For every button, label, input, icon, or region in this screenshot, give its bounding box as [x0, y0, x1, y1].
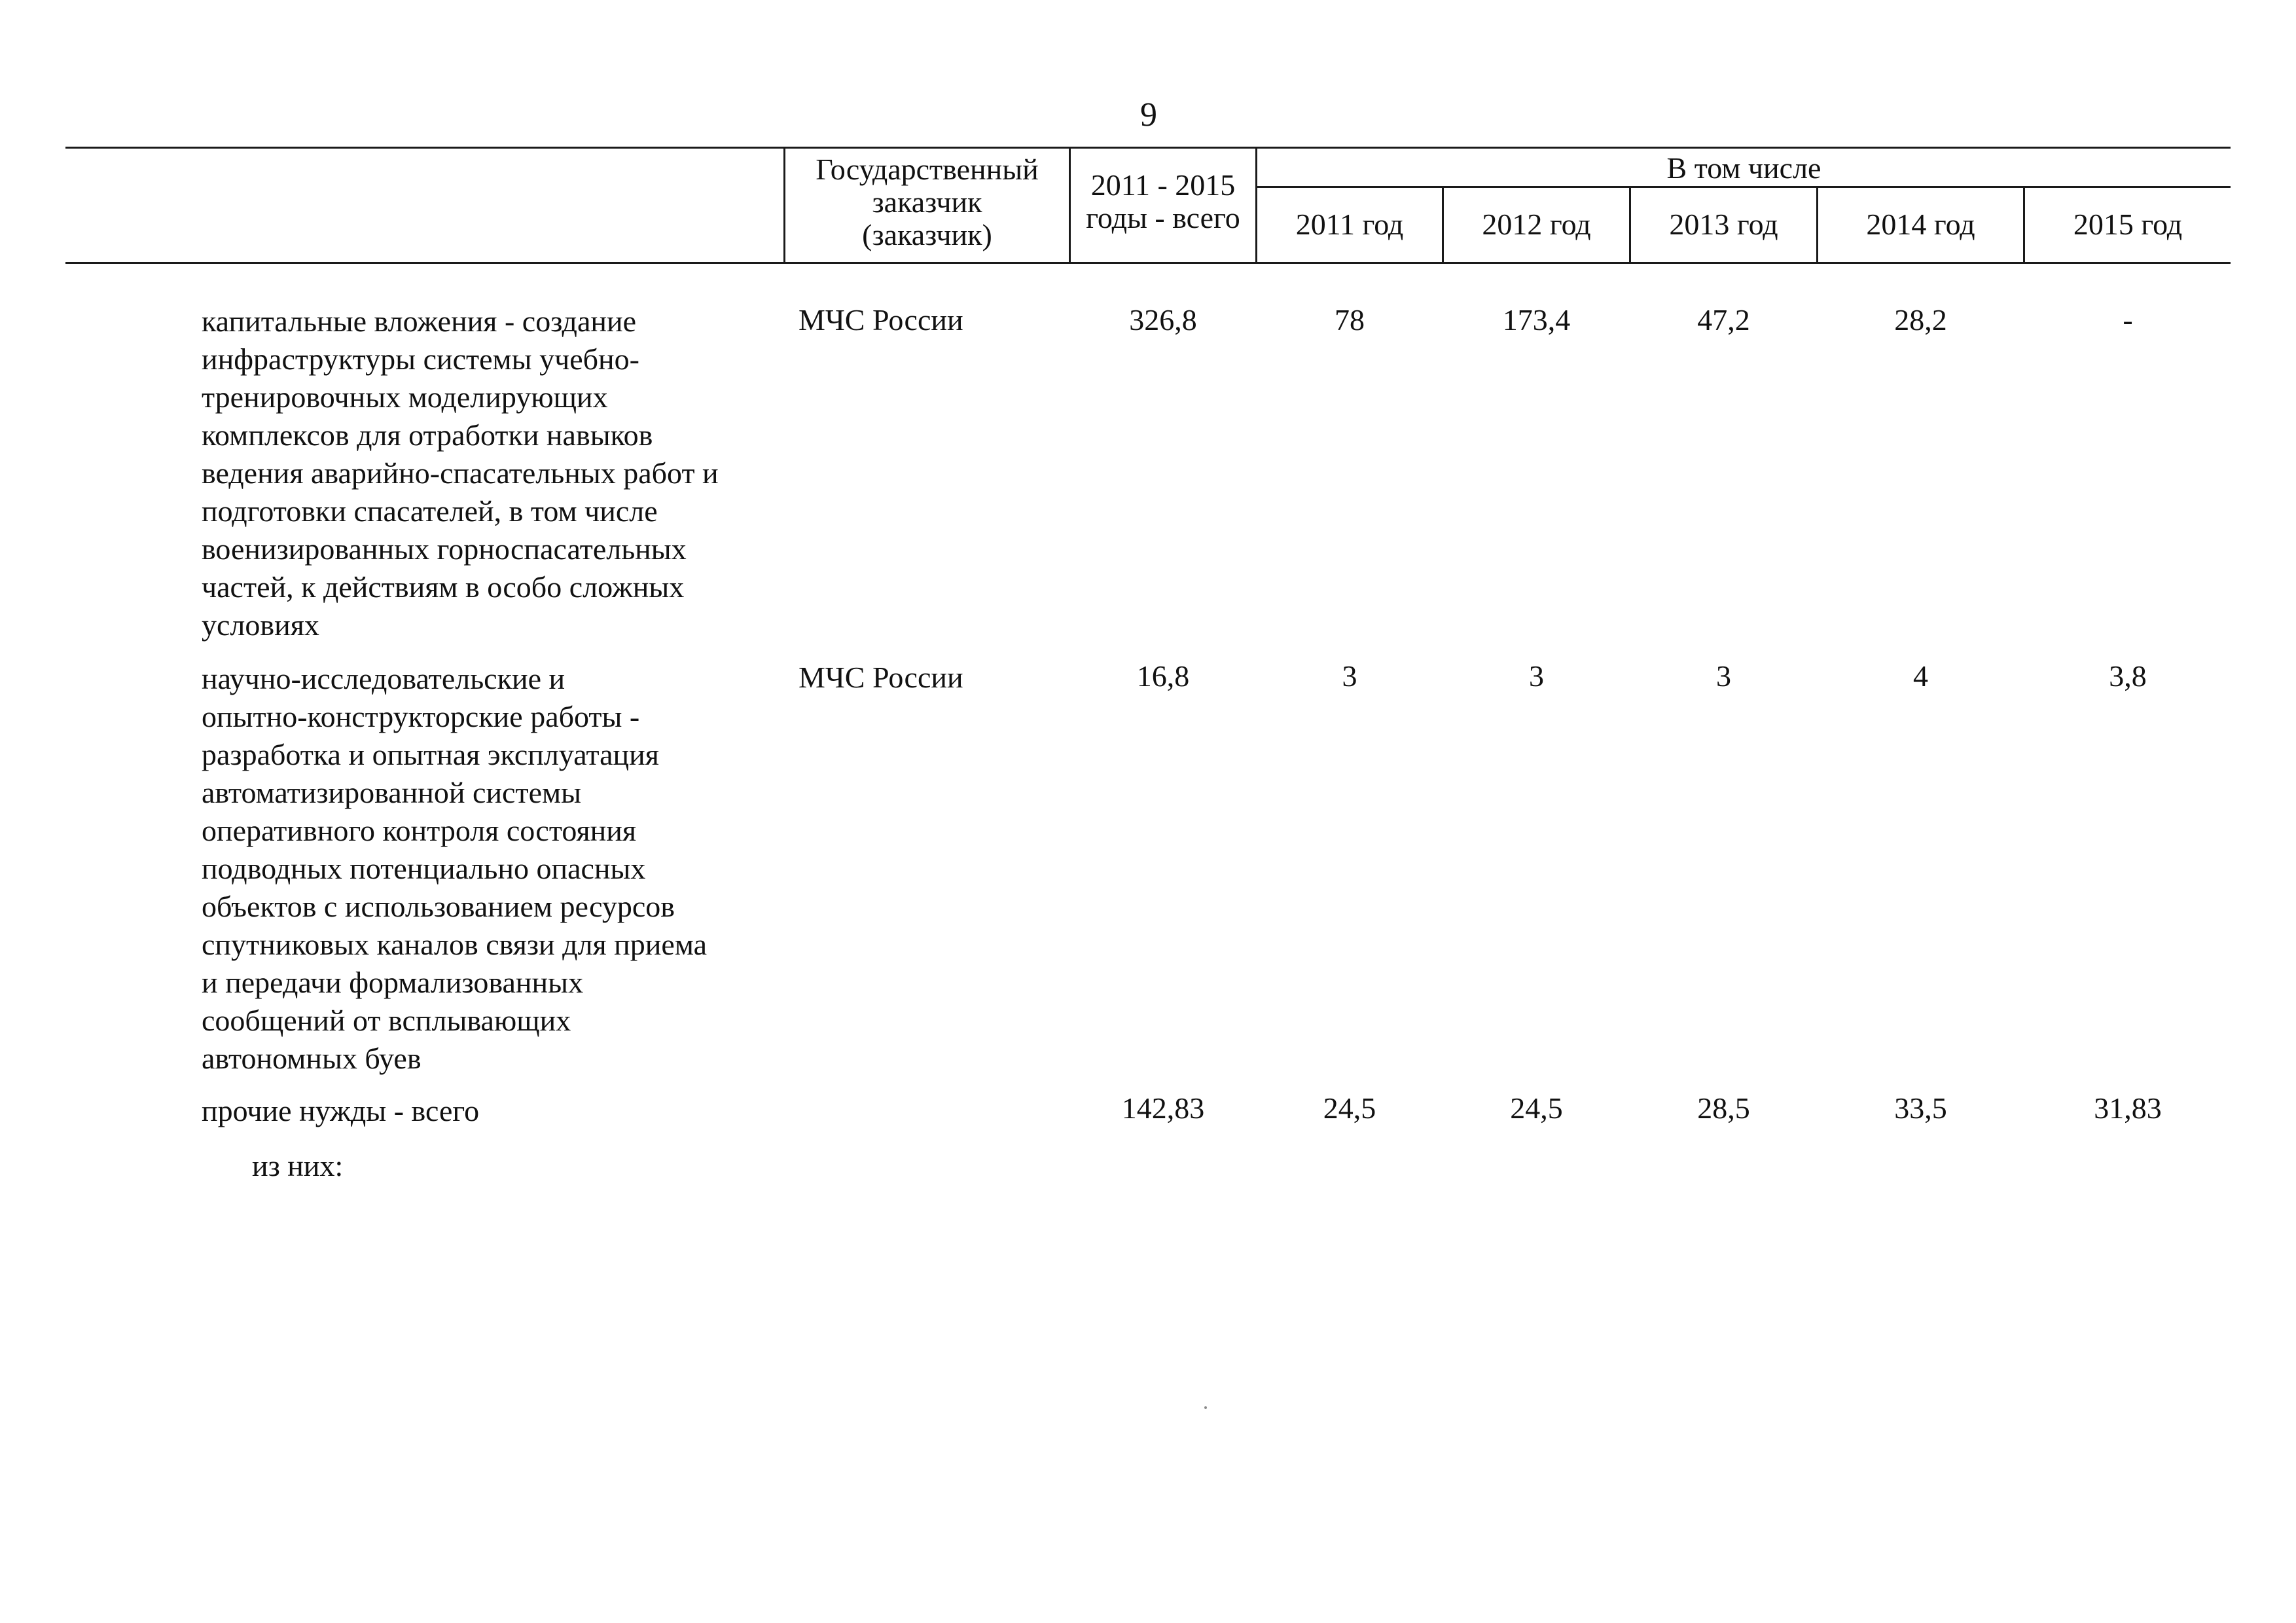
row-value: 78 [1335, 303, 1365, 337]
row-description-line: автоматизированной системы [202, 776, 582, 809]
row-customer: МЧС России [798, 303, 963, 337]
row-value: 31,83 [2094, 1091, 2162, 1125]
row-customer: МЧС России [798, 661, 963, 694]
row-description-line: подготовки спасателей, в том числе [202, 494, 658, 528]
row-total: 16,8 [1136, 659, 1190, 693]
header-year: 2012 год [1482, 208, 1591, 241]
row-description-line: прочие нужды - всего [202, 1094, 480, 1127]
row-total: 326,8 [1129, 303, 1197, 337]
row-description-line: военизированных горноспасательных [202, 532, 687, 566]
row-total: 142,83 [1121, 1091, 1205, 1125]
header-total-line: годы - всего [1086, 201, 1240, 234]
row-description-line: опытно-конструкторские работы - [202, 700, 640, 733]
row-value: 3 [1716, 659, 1731, 693]
table-header-bottom-rule [65, 262, 2231, 264]
header-year: 2014 год [1866, 208, 1975, 241]
header-year: 2015 год [2073, 208, 2183, 241]
subheading: из них: [252, 1149, 344, 1182]
row-description-line: частей, к действиям в особо сложных [202, 570, 685, 604]
row-description-line: подводных потенциально опасных [202, 852, 646, 885]
row-value: 33,5 [1894, 1091, 1947, 1125]
row-value: 47,2 [1697, 303, 1750, 337]
row-value: 28,5 [1697, 1091, 1750, 1125]
scan-speck [1204, 1406, 1207, 1409]
row-description-line: оперативного контроля состояния [202, 814, 636, 847]
row-value: 3 [1529, 659, 1544, 693]
header-year: 2013 год [1669, 208, 1778, 241]
row-description-line: спутниковых каналов связи для приема [202, 928, 708, 961]
row-description-line: ведения аварийно-спасательных работ и [202, 456, 719, 490]
row-description-line: тренировочных моделирующих [202, 380, 608, 414]
header-total-line: 2011 - 2015 [1090, 168, 1236, 202]
row-description-line: условиях [202, 608, 319, 642]
row-description-line: инфраструктуры системы учебно- [202, 342, 639, 376]
row-value: - [2123, 303, 2133, 337]
row-description-line: капитальные вложения - создание [202, 304, 637, 338]
row-description-line: и передачи формализованных [202, 966, 584, 999]
row-value: 173,4 [1502, 303, 1571, 337]
row-value: 24,5 [1323, 1091, 1376, 1125]
header-year: 2011 год [1295, 208, 1404, 241]
row-description-line: комплексов для отработки навыков [202, 418, 653, 452]
row-description [202, 1092, 895, 1130]
header-customer-line: (заказчик) [862, 218, 992, 251]
header-total [1071, 169, 1255, 234]
year-group-rule [1257, 186, 2231, 188]
header-customer-line: заказчик [872, 185, 982, 219]
row-value: 28,2 [1894, 303, 1947, 337]
row-description-line: разработка и опытная эксплуатация [202, 738, 659, 771]
row-description-line: сообщений от всплывающих [202, 1004, 571, 1037]
row-description [202, 302, 895, 644]
header-group-label: В том числе [1666, 151, 1821, 185]
row-value: 3 [1342, 659, 1357, 693]
row-description-line: автономных буев [202, 1042, 422, 1075]
row-description [202, 660, 895, 1078]
header-customer-line: Государственный [816, 153, 1039, 186]
table-top-rule [65, 147, 2231, 149]
row-value: 4 [1913, 659, 1928, 693]
row-value: 3,8 [2109, 659, 2147, 693]
row-description-line: объектов с использованием ресурсов [202, 890, 675, 923]
header-customer [785, 153, 1069, 251]
page-number: 9 [1140, 96, 1157, 134]
row-description-line: научно-исследовательские и [202, 662, 565, 695]
row-value: 24,5 [1510, 1091, 1563, 1125]
